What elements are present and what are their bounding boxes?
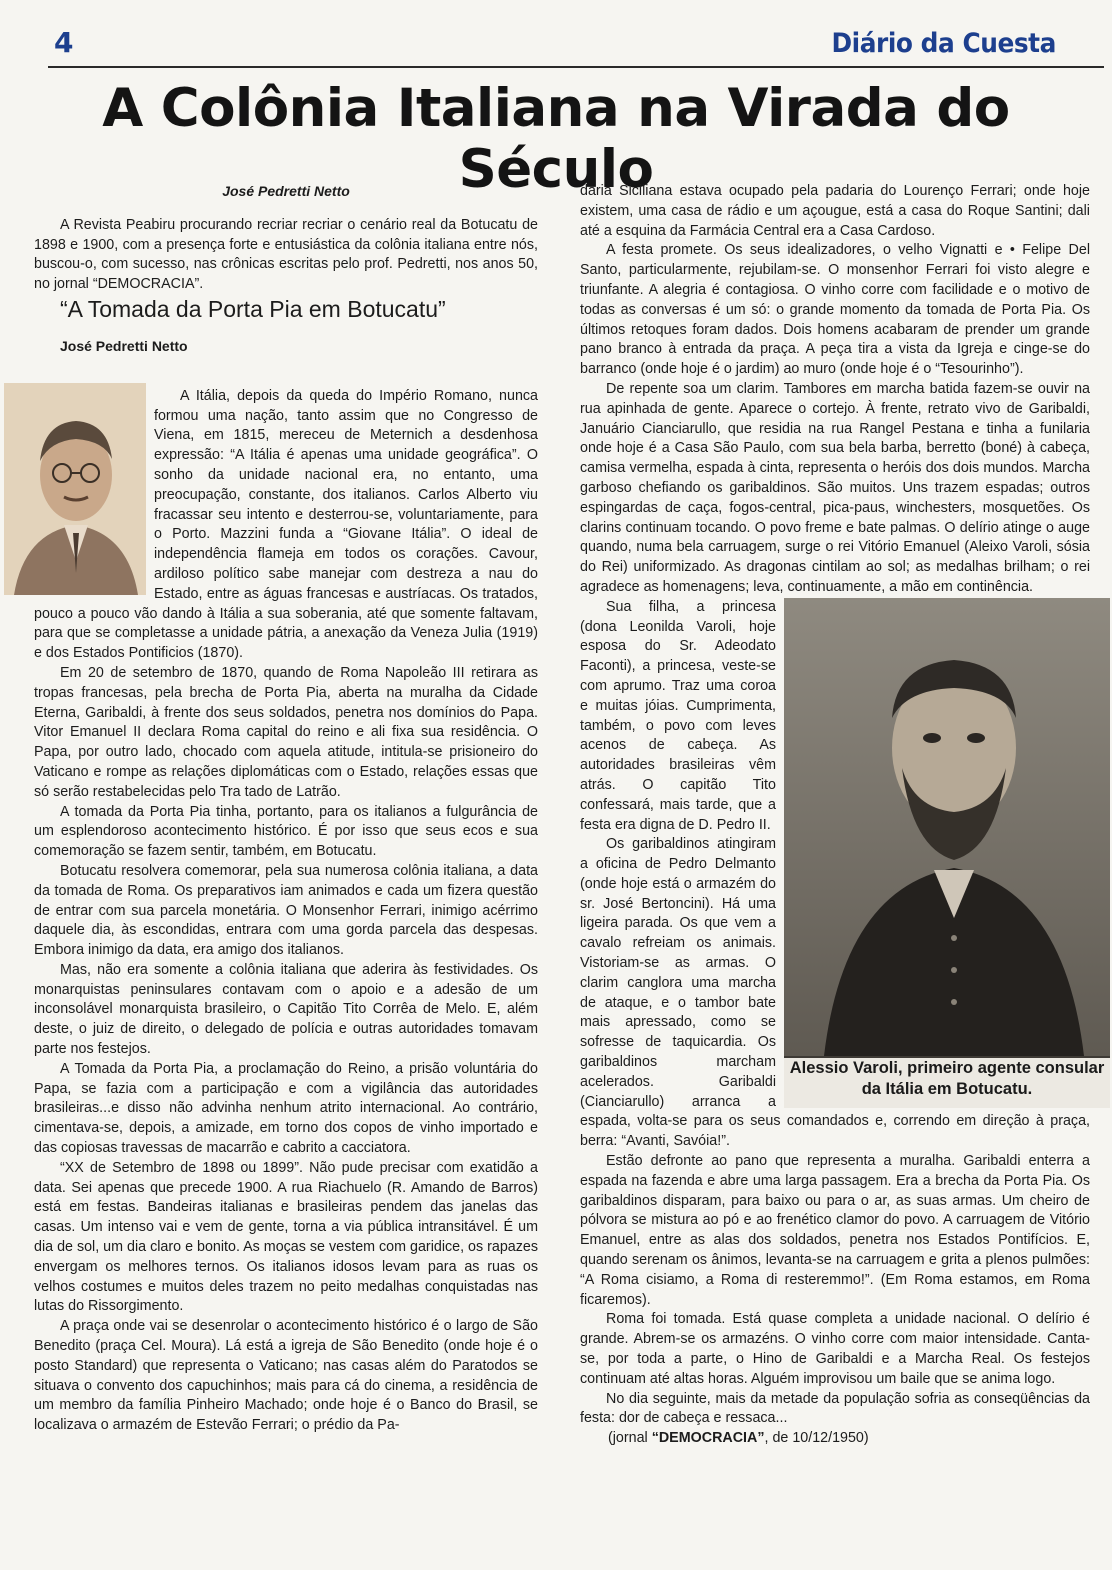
left-paragraph-2: Em 20 de setembro de 1870, quando de Roma Napoleão III retirara as tropas francesas, pela brecha de Porta Pia, aberta na muralha da Cidade Eterna, Garibaldi, à frente dos seus soldados, penetra nos domínios do Papa. Vitor Emanuel II declara Roma capital do reino e ali fixa sua residência. O Papa, por outro lado, chocado com aquela atitude, intitula-se prisioneiro do Vaticano e rompe as relações diplomáticas com o Estado, relações essas que só serão restabelecidas pelo Tra tado de Latrão. [34,664,538,800]
page-number: 4 [54,26,74,59]
author-byline: José Pedretti Netto [222,183,350,199]
source-signoff [580,1429,1090,1449]
right-paragraph-1: daria Siciliana estava ocupado pela padaria do Lourenço Ferrari; onde hoje existem, uma casa de rádio e um açougue, está a casa do Roque Santini; dali até a esquina da Farmácia Central era a Casa Cardoso. [580,183,1090,239]
headline: A Colônia Italiana na Virada do Século [102,78,1010,200]
signoff-prefix: (jornal [608,1430,652,1447]
left-paragraph-5: Mas, não era somente a colônia italiana que aderira às festividades. Os monarquistas peninsulares contavam com o apoio e a adesão de um inconsolável monarquista brasileiro, o Capitão Tito Corrêa de Melo. E, além deste, o juiz de direito, o delegado de polícia e outras autoridades tomavam parte nos festejos. [34,961,538,1058]
left-paragraph-1: A Itália, depois da queda do Império Romano, nunca formou uma nação, tanto assim que no Congresso de Viena, em 1815, mereceu de Meternich a desdenhosa expressão: “A Itália é apenas uma unidade geográfica”. O sonho da unidade nacional era, no entanto, uma preocupação, constante, dos italianos. Carlos Alberto viu fracassar seu intento e desterrou-se, voluntariamente, para o Porto. Mazzini funda a “Giovane Itália”. O ideal de independência flameja em todos os corações. Cavour, ardiloso político sabe manejar com destreza a nau do Estado, entre as águas francesas e austríacas. Os tratados, pouco a pouco vão dando à Itália a sua soberania, até que somente faltavam, para que se completasse a unidade pátria, a anexação da Veneza Julia (1919) e dos Estados Pontificios (1870). [34,387,538,662]
left-paragraph-8: A praça onde vai se desenrolar o acontecimento histórico é o largo de São Benedito (praça Cel. Moura). Lá está a igreja de São Benedito (onde hoje é o posto Standard) que representa o Vaticano; nas casas além do Paratodos se situava o convento dos capuchinhos; mais para cá do cinema, a residência de um membro da família Pinheiro Machado; onde hoje é o Banco do Brasil, se localizava o armazém de Estevão Ferrari; o prédio da Pa- [34,1318,538,1434]
signoff-newspaper: “DEMOCRACIA” [651,1430,765,1447]
header-rule [48,66,1104,68]
author-portrait-photo [4,383,146,595]
right-column [580,182,1105,1449]
intro-paragraph: A Revista Peabiru procurando recriar recriar o cenário real da Botucatu de 1898 e 1900, com a presença forte e entusiástica da colônia italiana entre nós, buscou-o, com sucesso, nas crônicas escritas pelo prof. Pedretti, nos anos 50, no jornal “DEMOCRACIA”. [34,216,538,293]
left-paragraph-3: A tomada da Porta Pia tinha, portanto, para os italianos a fulgurância de um esplendoroso acontecimento histórico. É por isso que seus ecos e sua comemoração se fazem sentir, também, em Botucatu. [34,803,538,860]
right-paragraph-2: A festa promete. Os seus idealizadores, o velho Vignatti e • Felipe Del Santo, particularmente, rejubilam-se. O monsenhor Ferrari foi visto alegre e triunfante. A alegria é contagiosa. O vinho corre com facilidade e o motivo de todas as conversas é um só: o grande momento da tomada de Porta Pia. Os últimos retoques foram dados. Dois homens acabaram de prender um grande pano branco à entrada da praça. A peça tira a vista da Igreja e cinge-se do barranco (onde hoje é o jardim) ao muro (onde hoje é o “Tesourinho”). [580,242,1090,378]
masthead: Diário da Cuesta [831,28,1056,59]
subtitle-author: José Pedretti Netto [60,337,188,354]
varoli-portrait-illustration [784,598,1110,1056]
right-paragraph-7: Roma foi tomada. Está quase completa a unidade nacional. O delírio é grande. Abrem-se os armazéns. O vinho corre com maior intensidade. Canta-se, por toda a parte, o Hino de Garibaldi e a Marcha Real. Os festejos continuam até altas horas. Alguém improvisou um baile que se anima logo. [580,1311,1090,1387]
left-paragraph-7: “XX de Setembro de 1898 ou 1899”. Não pude precisar com exatidão a data. Sei apenas que precede 1900. A rua Riachuelo (R. Amando de Barros) está em festas. Bandeiras italianas e brasileiras pendem das janelas das casas. Um intenso vai e vem de gente, torna a via pública intransitável. É um dia de sol, um dia claro e bonito. As moças se vestem com garidice, os rapazes envergam os melhores ternos. Os italianos idosos levam para as ruas os velhos costumes e muitos deles trazem no peito medalhas conquistadas nas lutas do Rissorgimento. [34,1159,538,1315]
right-paragraph-4: Sua filha, a princesa (dona Leonilda Varoli, hoje esposa do Sr. Adeodato Faconti), a princesa, veste-se com aprumo. Traz uma coroa e muitas jóias. Cumprimenta, também, o povo com leves acenos de cabeça. As autoridades brasileiras vêm atrás. O capitão Tito confessará, mais tarde, que a festa era digna de D. Pedro II. [580,598,776,833]
photo-caption: Alessio Varoli, primeiro agente consular da Itália em Botucatu. [784,1058,1110,1108]
right-paragraph-3: De repente soa um clarim. Tambores em marcha batida fazem-se ouvir na rua apinhada de gente. Aparece o cortejo. À frente, retrato vivo de Garibaldi, Januário Cianciarullo, que residia na rua Rangel Pestana e tinha a funilaria onde hoje é a Casa São Paulo, com sua bela barba, berretto (boné) à cabeça, camisa vermelha, espada à cinta, representa o heróis dos dois mundos. Marcha garboso chefiando os garibaldinos. São muitos. Uns trazem espadas; outros espingardas de caça, fogos-central, pica-paus, winchesters, mosquetões. Os clarins continuam tocando. O povo freme e bate palmas. O delírio atinge o auge quando, numa bela carruagem, surge o rei Vitório Emanuel (Aleixo Varoli, sósia do Rei) uniformizado. As dragonas cintilam ao sol; as medalhas brilham; o rei agradece as homenagens; leva, continuamente, a mão em continência. [580,380,1090,595]
article-subtitle: “A Tomada da Porta Pia em Botucatu” [60,295,446,322]
left-paragraph-4: Botucatu resolvera comemorar, pela sua numerosa colônia italiana, a data da tomada de Roma. Os preparativos iam animados e cada um fizera questão de entrar com sua parcela monetária. O Monsenhor Ferrari, inimigo acérrimo daquele dia, às escondidas, entrara com uma gorda parcela das despesas. Embora inimigo da data, era amigo dos italianos. [34,862,538,959]
right-paragraph-5: Os garibaldinos atingiram a oficina de Pedro Delmanto (onde hoje está o armazém do sr. José Bertoncini). Há uma ligeira parada. Os que vem a cavalo refreiam os animais. Vistoriam-se as armas. O clarim canglora uma marcha de ataque, e o tambor bate mais apressado, como se sofresse de taquicardia. Os garibaldinos marcham acelerados. Garibaldi (Cianciarullo) arranca a espada, volta-se para os seus comandados e, correndo em direção à praça, berra: “Avanti, Savóia!”. [580,836,1090,1150]
left-paragraph-6: A Tomada da Porta Pia, a proclamação do Reino, a prisão voluntária do Papa, se fazia com a participação e com a vigilância das autoridades brasileiras...e disso não advinha nenhum atrito internacional. Ao contrário, cimentava-se, depois, a amizade, em torno dos copos de vinho importado e das copiosas travessas de macarrão e cabrito a cacciatora. [34,1060,538,1157]
right-paragraph-6: Estão defronte ao pano que representa a muralha. Garibaldi enterra a espada na fazenda e abre uma larga passagem. Era a brecha da Porta Pia. Os garibaldinos disparam, para baixo ou para o ar, as suas armas. Um cheiro de pólvora se mistura ao pó e ao frenético clamor do povo. A carruagem de Vitório Emanuel, entre as alas dos soldados, penetra nos Estados Pontifícios. E, quando serenam os ânimos, levanta-se na carruagem e grita a plenos pulmões: “A Roma cisiamo, a Roma di resteremmo!”. (Em Roma estamos, em Roma ficaremos). [580,1153,1090,1308]
right-paragraph-8: No dia seguinte, mais da metade da população sofria as conseqüências da festa: dor de cabeça e ressaca... [580,1390,1090,1427]
alessio-varoli-photo [784,598,1110,1108]
left-column [34,182,538,1436]
signoff-date: , de 10/12/1950) [764,1430,869,1447]
portrait-illustration [4,383,146,595]
